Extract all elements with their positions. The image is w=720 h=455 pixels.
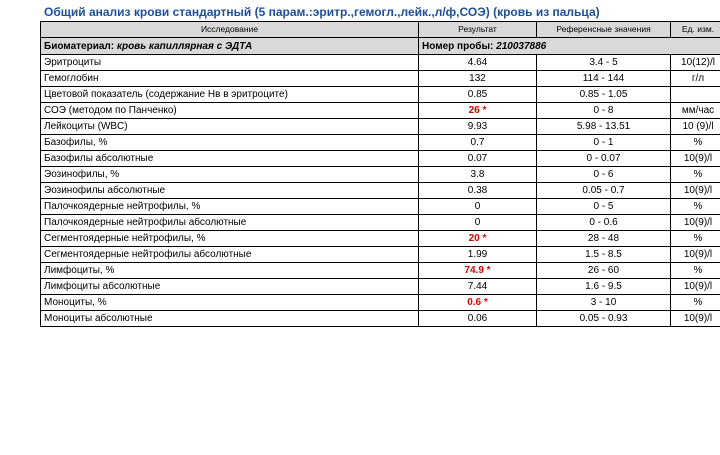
test-name-cell: Сегментоядерные нейтрофилы абсолютные <box>41 247 419 263</box>
test-name-cell: Эозинофилы абсолютные <box>41 183 419 199</box>
result-cell: 0 <box>419 199 537 215</box>
test-name-cell: Моноциты абсолютные <box>41 311 419 327</box>
unit-cell: 10(12)/l <box>671 55 720 71</box>
unit-cell: 10(9)/l <box>671 279 720 295</box>
reference-cell: 1.5 - 8.5 <box>537 247 671 263</box>
reference-cell: 0 - 5 <box>537 199 671 215</box>
biomaterial-cell <box>41 38 419 55</box>
test-name-cell: Моноциты, % <box>41 295 419 311</box>
unit-cell: % <box>671 199 720 215</box>
unit-cell: 10(9)/l <box>671 215 720 231</box>
result-cell: 1.99 <box>419 247 537 263</box>
reference-cell: 28 - 48 <box>537 231 671 247</box>
result-cell: 0.6 * <box>419 295 537 311</box>
test-name-cell: Базофилы, % <box>41 135 419 151</box>
reference-cell: 0.05 - 0.93 <box>537 311 671 327</box>
result-cell: 0.06 <box>419 311 537 327</box>
sample-cell <box>419 38 720 55</box>
table-row <box>41 167 720 183</box>
header-result: Результат <box>419 22 537 38</box>
unit-cell: 10(9)/l <box>671 183 720 199</box>
results-table <box>40 21 720 327</box>
reference-cell: 0 - 1 <box>537 135 671 151</box>
header-test: Исследование <box>41 22 419 38</box>
result-cell: 26 * <box>419 103 537 119</box>
test-name-cell: Цветовой показатель (содержание Нв в эритроците) <box>41 87 419 103</box>
reference-cell: 0 - 0.6 <box>537 215 671 231</box>
test-name-cell: Палочкоядерные нейтрофилы, % <box>41 199 419 215</box>
reference-cell: 1.6 - 9.5 <box>537 279 671 295</box>
table-row <box>41 263 720 279</box>
test-name-cell: Базофилы абсолютные <box>41 151 419 167</box>
result-cell: 4.64 <box>419 55 537 71</box>
table-row <box>41 119 720 135</box>
unit-cell: 10(9)/l <box>671 151 720 167</box>
biomaterial-value: кровь капиллярная с ЭДТА <box>116 40 253 52</box>
test-name-cell: Эозинофилы, % <box>41 167 419 183</box>
table-row <box>41 55 720 71</box>
test-name-cell: Гемоглобин <box>41 71 419 87</box>
report-title: Общий анализ крови стандартный (5 парам.:эритр.,гемогл.,лейк.,л/ф,СОЭ) (кровь из пальца) <box>44 5 600 19</box>
unit-cell: % <box>671 167 720 183</box>
unit-cell: % <box>671 263 720 279</box>
test-name-cell: Лейкоциты (WBC) <box>41 119 419 135</box>
table-row <box>41 135 720 151</box>
test-name-cell: Эритроциты <box>41 55 419 71</box>
table-row <box>41 183 720 199</box>
result-cell: 0.7 <box>419 135 537 151</box>
reference-cell: 3 - 10 <box>537 295 671 311</box>
test-name-cell: Лимфоциты абсолютные <box>41 279 419 295</box>
result-cell: 7.44 <box>419 279 537 295</box>
result-cell: 0.07 <box>419 151 537 167</box>
result-cell: 0.38 <box>419 183 537 199</box>
unit-cell: мм/час <box>671 103 720 119</box>
result-cell: 9.93 <box>419 119 537 135</box>
reference-cell: 0.85 - 1.05 <box>537 87 671 103</box>
reference-cell: 26 - 60 <box>537 263 671 279</box>
biomaterial-row <box>41 38 720 55</box>
unit-cell: г/л <box>671 71 720 87</box>
result-cell: 132 <box>419 71 537 87</box>
unit-cell: % <box>671 295 720 311</box>
header-reference: Референсные значения <box>537 22 671 38</box>
sample-label: Номер пробы: <box>422 40 494 52</box>
result-cell: 0.85 <box>419 87 537 103</box>
reference-cell: 0 - 6 <box>537 167 671 183</box>
table-row <box>41 247 720 263</box>
test-name-cell: СОЭ (методом по Панченко) <box>41 103 419 119</box>
biomaterial-label: Биоматериал: <box>44 40 115 52</box>
table-row <box>41 87 720 103</box>
unit-cell: % <box>671 135 720 151</box>
reference-cell: 0 - 0.07 <box>537 151 671 167</box>
unit-cell: 10(9)/l <box>671 247 720 263</box>
reference-cell: 114 - 144 <box>537 71 671 87</box>
test-name-cell: Сегментоядерные нейтрофилы, % <box>41 231 419 247</box>
result-cell: 74.9 * <box>419 263 537 279</box>
header-unit: Ед. изм. <box>671 22 720 38</box>
result-cell: 3.8 <box>419 167 537 183</box>
unit-cell: 10(9)/l <box>671 311 720 327</box>
reference-cell: 3.4 - 5 <box>537 55 671 71</box>
table-row <box>41 71 720 87</box>
result-cell: 0 <box>419 215 537 231</box>
test-name-cell: Лимфоциты, % <box>41 263 419 279</box>
table-row <box>41 215 720 231</box>
unit-cell: % <box>671 231 720 247</box>
table-row <box>41 295 720 311</box>
unit-cell: 10 (9)/l <box>671 119 720 135</box>
table-row <box>41 311 720 327</box>
table-row <box>41 199 720 215</box>
reference-cell: 5.98 - 13.51 <box>537 119 671 135</box>
table-row <box>41 231 720 247</box>
sample-number: 210037886 <box>496 40 547 52</box>
reference-cell: 0.05 - 0.7 <box>537 183 671 199</box>
result-cell: 20 * <box>419 231 537 247</box>
table-row <box>41 103 720 119</box>
table-row <box>41 279 720 295</box>
unit-cell <box>671 87 720 103</box>
reference-cell: 0 - 8 <box>537 103 671 119</box>
table-header-row <box>41 22 720 38</box>
table-row <box>41 151 720 167</box>
test-name-cell: Палочкоядерные нейтрофилы абсолютные <box>41 215 419 231</box>
